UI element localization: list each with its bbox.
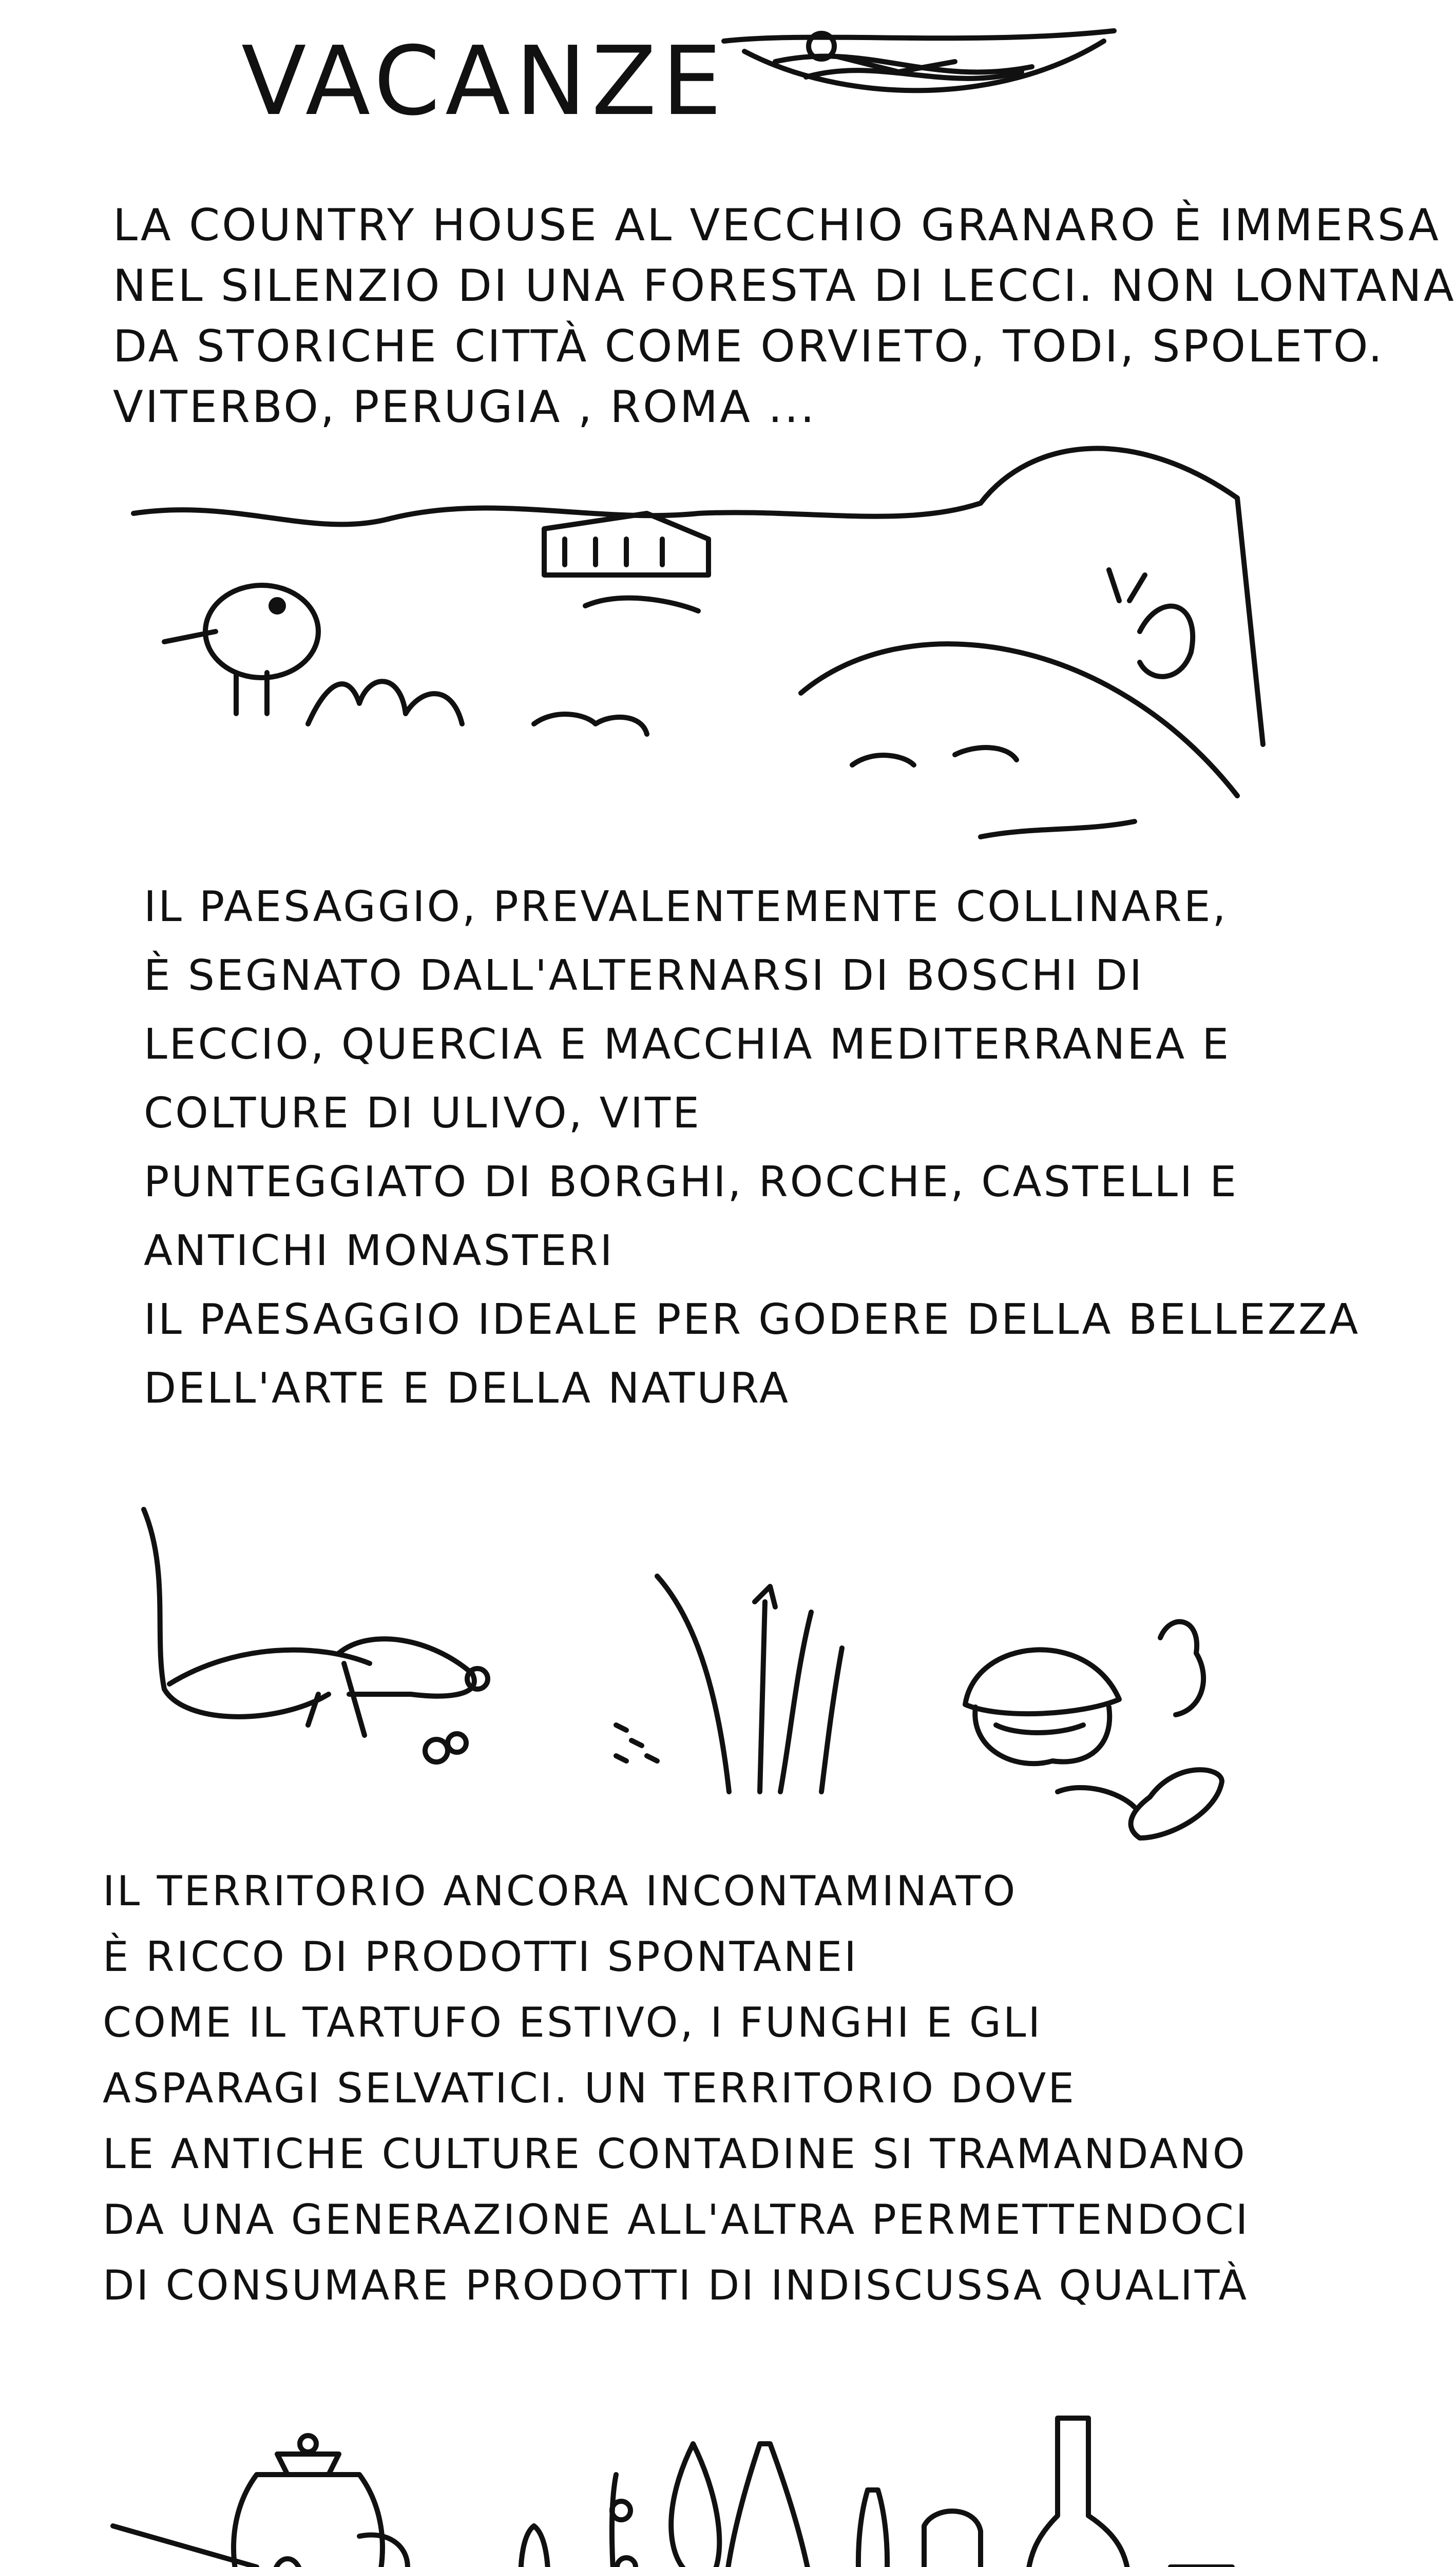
landscape-line: È SEGNATO DALL'ALTERNARSI DI BOSCHI DI: [144, 951, 1144, 1000]
landscape-line: COLTURE DI ULIVO, VITE: [144, 1089, 701, 1138]
territory-line: LE ANTICHE CULTURE CONTADINE SI TRAMANDANO: [103, 2130, 1247, 2178]
intro-line: LA COUNTRY HOUSE AL VECCHIO GRANARO È IMMERSA: [113, 200, 1441, 251]
landscape-line: IL PAESAGGIO, PREVALENTEMENTE COLLINARE,: [144, 883, 1228, 931]
local-products-sketch-icon: [103, 2413, 1283, 2567]
landscape-line: PUNTEGGIATO DI BORGHI, ROCCHE, CASTELLI E: [144, 1158, 1238, 1206]
territory-line: COME IL TARTUFO ESTIVO, I FUNGHI E GLI: [103, 1999, 1043, 2046]
page-title: VACANZE: [241, 26, 727, 137]
territory-line: IL TERRITORIO ANCORA INCONTAMINATO: [103, 1867, 1018, 1915]
intro-line: NEL SILENZIO DI UNA FORESTA DI LECCI. NON LONTANA: [113, 260, 1456, 312]
intro-line: VITERBO, PERUGIA , ROMA ...: [113, 381, 817, 433]
landscape-line: LECCIO, QUERCIA E MACCHIA MEDITERRANEA E: [144, 1020, 1231, 1069]
dog-truffle-sketch-icon: [123, 1509, 513, 1797]
territory-paragraph: [103, 1859, 1320, 2319]
landscape-sketch-icon: [133, 436, 1263, 847]
asparagus-sketch-icon: [596, 1571, 883, 1807]
territory-line: DA UNA GENERAZIONE ALL'ALTRA PERMETTENDOCI: [103, 2196, 1250, 2244]
territory-line: ASPARAGI SELVATICI. UN TERRITORIO DOVE: [103, 2064, 1076, 2112]
hammock-icon: [714, 10, 1135, 113]
landscape-paragraph: [144, 873, 1361, 1423]
territory-line: DI CONSUMARE PRODOTTI DI INDISCUSSA QUALITÀ: [103, 2262, 1249, 2309]
landscape-line: IL PAESAGGIO IDEALE PER GODERE DELLA BELLEZZA: [144, 1295, 1361, 1344]
intro-paragraph: [113, 195, 1456, 437]
landscape-line: DELL'ARTE E DELLA NATURA: [144, 1364, 791, 1413]
territory-line: È RICCO DI PRODOTTI SPONTANEI: [103, 1933, 858, 1981]
mushroom-sketch-icon: [955, 1597, 1242, 1853]
intro-line: DA STORICHE CITTÀ COME ORVIETO, TODI, SPOLETO.: [113, 321, 1385, 372]
landscape-line: ANTICHI MONASTERI: [144, 1227, 615, 1275]
